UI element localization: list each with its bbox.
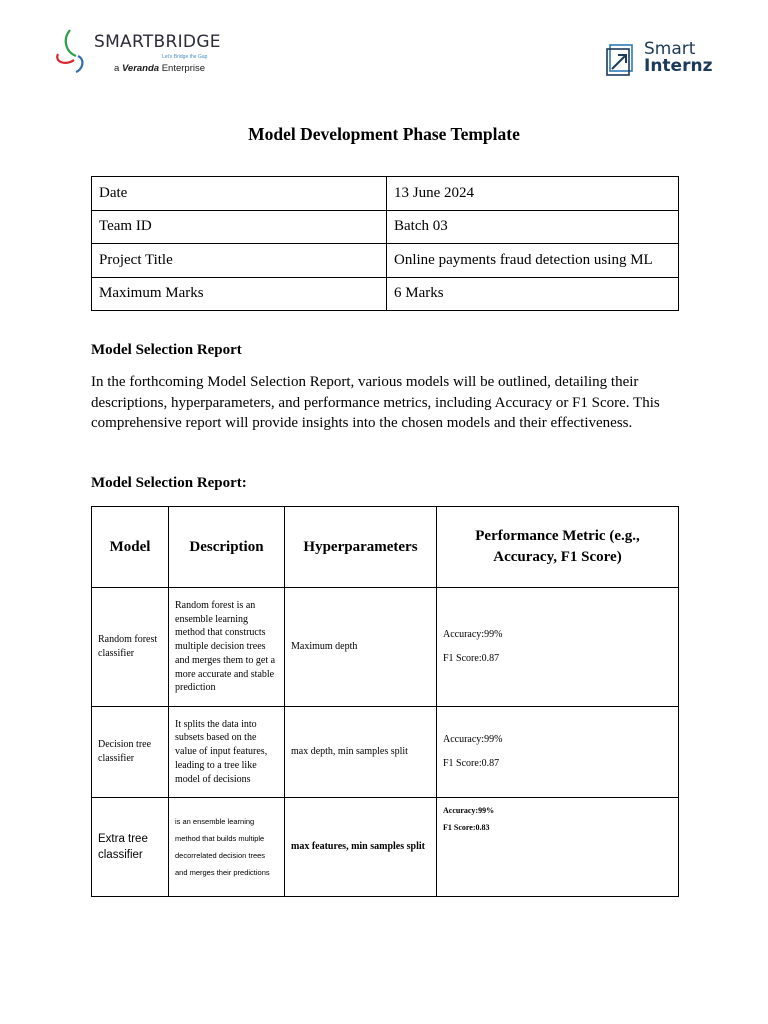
smartbridge-enterprise: a Veranda Enterprise: [114, 63, 206, 74]
column-header-description: Description: [169, 507, 285, 588]
table-row: [92, 588, 679, 707]
info-label: Maximum Marks: [92, 277, 387, 311]
smartinternz-arrow-icon: [606, 43, 636, 77]
column-header-performance: Performance Metric (e.g., Accuracy, F1 Score): [437, 507, 679, 588]
table-row: [92, 277, 679, 311]
page-title: Model Development Phase Template: [248, 124, 520, 144]
model-name: Extra tree classifier: [92, 798, 169, 897]
info-value: Batch 03: [387, 210, 679, 244]
f1-value: F1 Score:0.83: [443, 823, 490, 832]
model-description: Random forest is an ensemble learning method that constructs multiple decision trees and merges them to get a more accurate and stable prediction: [169, 588, 285, 707]
smartbridge-logo: [52, 26, 222, 78]
accuracy-value: Accuracy:99%: [443, 734, 503, 745]
model-name: Random forest classifier: [92, 588, 169, 707]
smartinternz-line1: Smart: [644, 39, 696, 59]
section-heading-model-selection-report: Model Selection Report:: [91, 475, 247, 491]
model-hyperparameters: Maximum depth: [285, 588, 437, 707]
model-metrics: [437, 798, 679, 897]
smartinternz-logo: [606, 40, 716, 80]
model-selection-table: [91, 506, 679, 897]
model-description: It splits the data into subsets based on the value of input features, leading to a tree like model of decisions: [169, 707, 285, 798]
smartbridge-name: SMARTBRIDGE: [94, 32, 221, 52]
smartbridge-swirl-icon: [52, 26, 96, 78]
model-hyperparameters: max features, min samples split: [285, 798, 437, 897]
accuracy-value: Accuracy:99%: [443, 629, 503, 640]
f1-value: F1 Score:0.87: [443, 758, 500, 769]
accuracy-value: Accuracy:99%: [443, 806, 495, 815]
table-row: [92, 177, 679, 211]
table-row: [92, 210, 679, 244]
smartbridge-tagline: Let's Bridge the Gap: [162, 54, 208, 60]
smartinternz-line2: Internz: [644, 56, 713, 76]
column-header-hyperparameters: Hyperparameters: [285, 507, 437, 588]
info-label: Team ID: [92, 210, 387, 244]
info-value: 6 Marks: [387, 277, 679, 311]
table-row: [92, 707, 679, 798]
f1-value: F1 Score:0.87: [443, 653, 500, 664]
model-metrics: [437, 707, 679, 798]
column-header-model: Model: [92, 507, 169, 588]
info-label: Project Title: [92, 244, 387, 278]
table-header-row: [92, 507, 679, 588]
model-description: is an ensemble learning method that builds multiple decorrelated decision trees and merges their predictions: [169, 798, 285, 897]
section-heading-model-selection: Model Selection Report: [91, 342, 242, 358]
info-value: 13 June 2024: [387, 177, 679, 211]
info-label: Date: [92, 177, 387, 211]
intro-paragraph: In the forthcoming Model Selection Report, various models will be outlined, detailing their descriptions, hyperparameters, and performance metrics, including Accuracy or F1 Score. This comprehensive report will provide insights into the chosen models and their effectiveness.: [91, 374, 660, 431]
table-row: [92, 244, 679, 278]
model-name: Decision tree classifier: [92, 707, 169, 798]
table-row: [92, 798, 679, 897]
model-metrics: [437, 588, 679, 707]
model-hyperparameters: max depth, min samples split: [285, 707, 437, 798]
info-value: Online payments fraud detection using ML: [387, 244, 679, 278]
project-info-table: [91, 176, 679, 311]
